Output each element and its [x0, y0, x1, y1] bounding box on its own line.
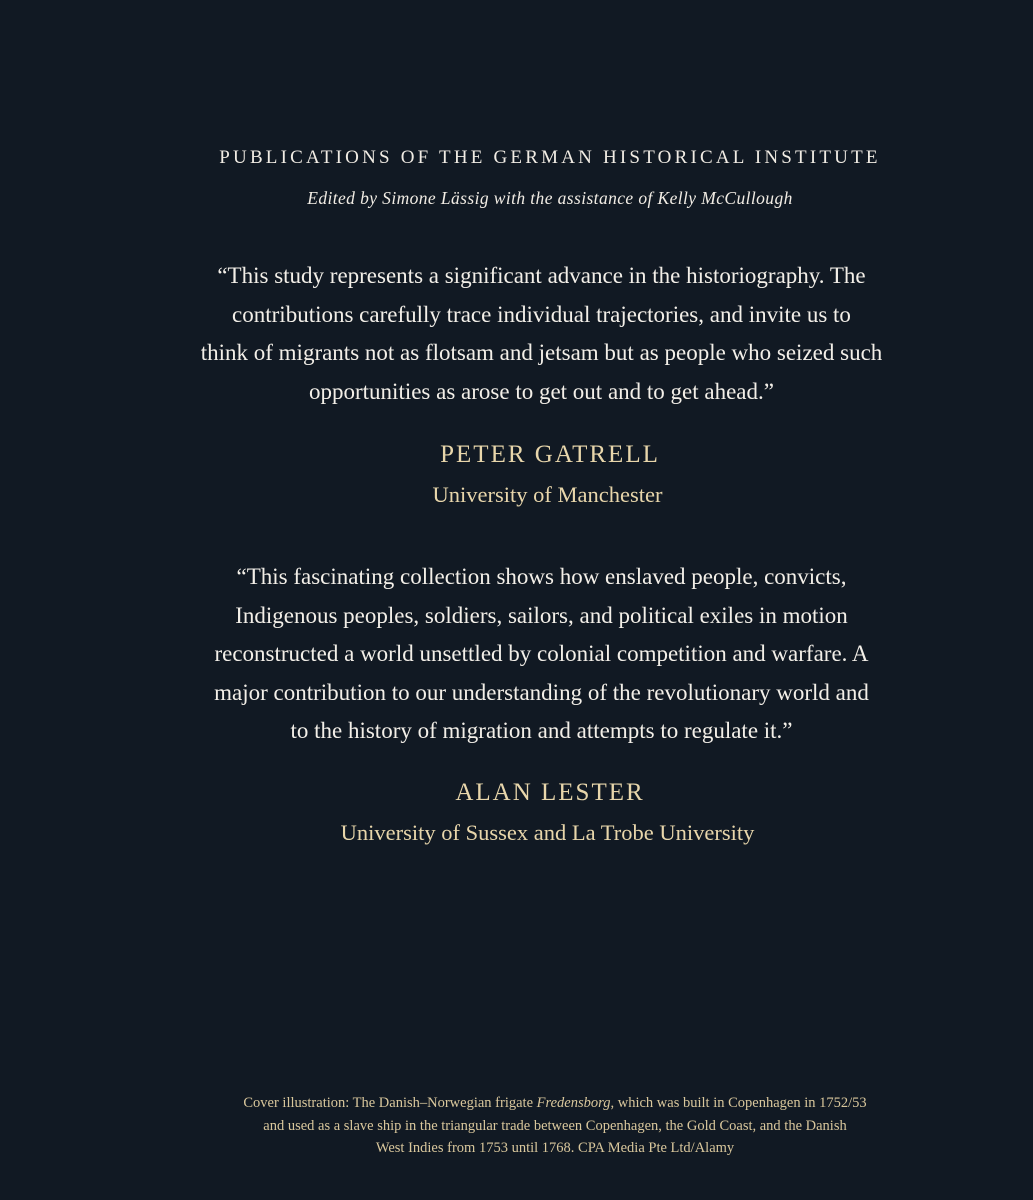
quote-line: “This study represents a significant advance in the historiography. The: [217, 263, 866, 288]
quote-line: “This fascinating collection shows how enslaved people, convicts,: [236, 564, 847, 589]
quote-line: think of migrants not as flotsam and jetsam but as people who seized such: [200, 340, 883, 365]
quote-line: major contribution to our understanding of the revolutionary world and: [214, 679, 869, 705]
endorser-name-1: PETER GATRELL: [440, 441, 660, 468]
credit-line-3: West Indies from 1753 until 1768. CPA Media Pte Ltd/Alamy: [375, 1140, 735, 1156]
quote-line: opportunities as arose to get out and to get ahead.”: [309, 378, 774, 404]
endorsement-quote-2: [0, 558, 1033, 751]
credit-line-2: and used as a slave ship in the triangular trade between Copenhagen, the Gold Coast, and the Danish: [263, 1117, 847, 1134]
credit-text: Cover illustration: The Danish–Norwegian frigate: [243, 1095, 537, 1111]
endorsement-quote-1: [0, 257, 1033, 411]
series-title: PUBLICATIONS OF THE GERMAN HISTORICAL INSTITUTE: [219, 147, 881, 168]
endorser-name-2: ALAN LESTER: [455, 779, 645, 806]
quote-line: to the history of migration and attempts to regulate it.”: [290, 718, 793, 743]
credit-line-1: [0, 1092, 1033, 1115]
quote-line: contributions carefully trace individual trajectories, and invite us to: [232, 301, 851, 327]
ship-name: Fredensborg: [536, 1095, 611, 1111]
quote-line: Indigenous peoples, soldiers, sailors, and political exiles in motion: [235, 602, 848, 628]
quote-line: reconstructed a world unsettled by colonial competition and warfare. A: [214, 641, 869, 666]
series-editor-line: Edited by Simone Lässig with the assistance of Kelly McCullough: [307, 188, 793, 208]
endorser-affiliation-1: University of Manchester: [432, 482, 663, 507]
cover-illustration-credit: [0, 1092, 1033, 1160]
endorser-affiliation-2: University of Sussex and La Trobe University: [340, 820, 755, 845]
credit-text: , which was built in Copenhagen in 1752/53: [610, 1095, 867, 1111]
